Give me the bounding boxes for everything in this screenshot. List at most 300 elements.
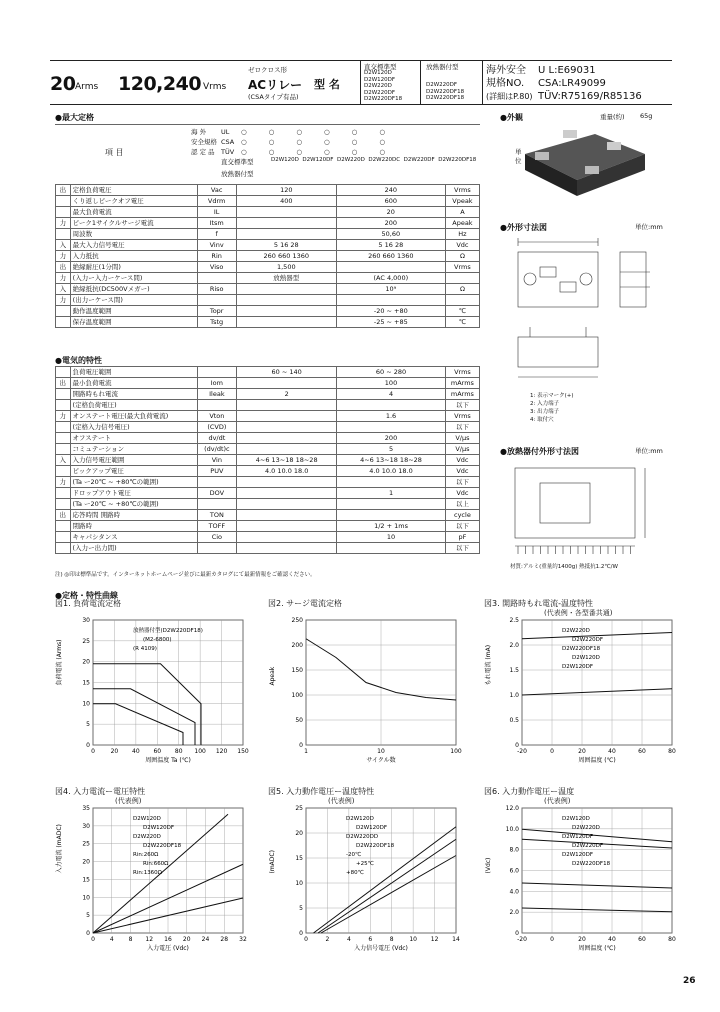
chart-subtitle: (代表例) xyxy=(328,797,355,805)
max_rating-unit: Vrms xyxy=(445,262,479,273)
max_rating-v1: 120 xyxy=(236,185,336,196)
dim-unit: 単位:mm xyxy=(635,223,663,231)
model-std-1: D2W120D xyxy=(364,70,392,76)
charts-title: ●定格・特性曲線 xyxy=(55,591,118,600)
elec-group: 入 xyxy=(56,455,71,466)
chart-svg xyxy=(55,786,245,956)
max_rating-item: 定格負荷電圧 xyxy=(70,185,197,196)
elec-v2: 1.6 xyxy=(337,411,446,422)
elec-group xyxy=(56,521,71,532)
y-tick-label: 5 xyxy=(299,905,303,912)
x-tick-label: 20 xyxy=(182,936,191,943)
elec-group xyxy=(56,422,71,433)
annotation: Rin:260Ω xyxy=(133,852,159,858)
max_rating-unit xyxy=(445,295,479,306)
dim-title: ●外形寸法図 xyxy=(500,223,547,232)
x-tick-label: 100 xyxy=(450,748,462,755)
annotation: D2W120DF xyxy=(356,825,388,831)
elec-v1 xyxy=(237,477,337,488)
y-tick-label: 0 xyxy=(86,930,90,937)
y-tick-label: 6.0 xyxy=(509,867,519,875)
max_rating-sym: Vac xyxy=(197,185,236,196)
max_rating-sym: Viso xyxy=(197,262,236,273)
elec-v2: 5 xyxy=(337,444,446,455)
max-rating-title: ●最大定格 xyxy=(55,113,94,122)
max_rating-group xyxy=(56,207,71,218)
elec-v1 xyxy=(237,378,337,389)
elec-v2 xyxy=(337,400,446,411)
y-tick-label: 0 xyxy=(515,742,519,749)
x-tick-label: 0 xyxy=(91,936,95,943)
annotation: D2W220DF18 xyxy=(562,646,601,652)
elec-item: オフステート xyxy=(70,433,197,444)
elec-sym: dv/dt xyxy=(197,433,237,444)
max_rating-v2: 200 xyxy=(336,218,445,229)
legend-2: 2: 入力端子 xyxy=(530,401,560,407)
elec-unit: cycle xyxy=(445,510,479,521)
weight-label: 重量(約) xyxy=(600,113,625,121)
y-tick-label: 50 xyxy=(295,717,303,724)
y-axis-label: (Vdc) xyxy=(485,857,492,874)
built-label: 放熱器付型 xyxy=(221,170,254,178)
elec-group: 出 xyxy=(56,510,71,521)
models-std-list xyxy=(364,70,402,103)
elec-v2 xyxy=(337,499,446,510)
elec-item: (定格入力信号電圧) xyxy=(70,422,197,433)
rating-current-unit: Arms xyxy=(75,82,99,92)
y-tick-label: 30 xyxy=(82,617,90,624)
max_rating-group xyxy=(56,196,71,207)
std-label: 直交標準型 xyxy=(221,158,254,166)
y-tick-label: 2.5 xyxy=(509,617,519,624)
elec-row xyxy=(56,389,480,400)
models-built-list xyxy=(426,82,464,102)
heatsink-title: ●放熱器付外形寸法図 xyxy=(500,447,579,456)
max_rating-v1 xyxy=(236,229,336,240)
unit-label: 単位 xyxy=(515,148,522,165)
max_rating-group xyxy=(56,317,71,328)
elec-title: ●電気的特性 xyxy=(55,356,102,365)
y-tick-label: 15 xyxy=(295,855,303,862)
y-tick-label: 25 xyxy=(82,637,90,645)
x-tick-label: 0 xyxy=(550,748,554,755)
model-std-4: D2W220DF xyxy=(364,89,396,96)
max_rating-row xyxy=(56,317,480,328)
model-label: 型 名 xyxy=(314,78,340,91)
elec-v1 xyxy=(237,543,337,554)
elec-unit: pF xyxy=(445,532,479,543)
annotation: D2W120DF xyxy=(562,664,594,670)
elec-item: ピックアップ電圧 xyxy=(70,466,197,477)
chart-title: 図5. 入力動作電圧ー温度特性 xyxy=(268,787,375,796)
y-tick-label: 5 xyxy=(86,912,90,920)
elec-group xyxy=(56,543,71,554)
max_rating-sym: Riso xyxy=(197,284,236,295)
cert-side-2: 安全規格 xyxy=(191,138,217,146)
elec-sym xyxy=(197,543,237,554)
max_rating-v2: 240 xyxy=(336,185,445,196)
elec-row xyxy=(56,510,480,521)
max_rating-item: 最大負荷電流 xyxy=(70,207,197,218)
max_rating-row xyxy=(56,306,480,317)
max_rating-item: 保存温度範囲 xyxy=(70,317,197,328)
max_rating-v2: 50,60 xyxy=(336,229,445,240)
elec-item: コミュテーション xyxy=(70,444,197,455)
max_rating-row xyxy=(56,207,480,218)
chart-3 xyxy=(484,598,674,778)
max_rating-v2: 5 16 28 xyxy=(336,240,445,251)
elec-item: (Ta ー20℃ ~ +80℃の範囲) xyxy=(70,477,197,488)
x-axis-label: サイクル数 xyxy=(366,757,396,764)
x-axis-label: 周囲温度 (℃) xyxy=(578,945,616,952)
y-tick-label: 20 xyxy=(82,658,90,666)
max_rating-unit: Vpeak xyxy=(445,196,479,207)
y-tick-label: 0.5 xyxy=(509,717,519,724)
chart-title: 図6. 入力動作電圧ー温度 xyxy=(484,787,575,796)
annotation: D2W220D xyxy=(133,834,161,840)
chart-title: 図1. 負荷電流定格 xyxy=(55,599,122,608)
max_rating-sym: Vinv xyxy=(197,240,236,251)
annotation: (R 4109) xyxy=(133,646,157,652)
elec-item: 開路時もれ電流 xyxy=(70,389,197,400)
max_rating-row xyxy=(56,262,480,273)
spec-no-label: 規格NO. xyxy=(486,78,525,89)
elec-v2: 100 xyxy=(337,378,446,389)
curve xyxy=(522,689,672,695)
max_rating-row xyxy=(56,273,480,284)
item-label: 項 目 xyxy=(105,148,124,157)
y-tick-label: 25 xyxy=(295,805,303,812)
elec-row xyxy=(56,411,480,422)
elec-v1 xyxy=(237,444,337,455)
elec-sym: (CVD) xyxy=(197,422,237,433)
max_rating-unit: Apeak xyxy=(445,218,479,229)
annotation: D2W220DD xyxy=(346,834,379,840)
x-tick-label: 40 xyxy=(608,936,616,943)
elec-group: 出 xyxy=(56,378,71,389)
cert-row-ul: UL xyxy=(221,128,230,136)
elec-sym: (dv/dt)c xyxy=(197,444,237,455)
max_rating-item: 入力抵抗 xyxy=(70,251,197,262)
cert-side-3: 認 定 品 xyxy=(191,148,215,156)
elec-row xyxy=(56,367,480,378)
curve xyxy=(522,908,672,912)
elec-v1 xyxy=(237,411,337,422)
elec-v2: 1/2 + 1ms xyxy=(337,521,446,532)
spec-header xyxy=(55,124,522,185)
max_rating-v1 xyxy=(236,306,336,317)
elec-v1 xyxy=(237,422,337,433)
ul-value: :E69031 xyxy=(554,65,596,76)
elec-v1 xyxy=(237,499,337,510)
cert-rows xyxy=(221,127,234,157)
x-tick-label: 100 xyxy=(194,748,206,755)
csa-label: CSA xyxy=(538,78,559,89)
max_rating-sym xyxy=(197,295,236,306)
dim-legend xyxy=(530,392,574,424)
max_rating-unit: Hz xyxy=(445,229,479,240)
model-cols xyxy=(271,157,476,163)
product-photo xyxy=(515,122,650,202)
model-col-1: D2W120D xyxy=(271,157,299,163)
annotation: D2W220DF18 xyxy=(572,861,611,867)
elec-item: (入力ー出力間) xyxy=(70,543,197,554)
curve xyxy=(321,856,456,934)
elec-unit: Vrms xyxy=(445,411,479,422)
x-tick-label: 10 xyxy=(377,748,385,755)
elec-v2: 4~6 13~18 18~28 xyxy=(337,455,446,466)
x-tick-label: 80 xyxy=(668,748,676,755)
max_rating-v1 xyxy=(236,284,336,295)
max_rating-sym: Vdrm xyxy=(197,196,236,207)
max_rating-item: ピーク1サイクルサージ電流 xyxy=(70,218,197,229)
chart-svg xyxy=(484,598,674,768)
x-tick-label: -20 xyxy=(517,936,527,943)
elec-note: 注) ◎印は標準品です。インターネットホームページ並びに最新カタログにて最新情報をご確認ください。 xyxy=(55,572,316,578)
elec-sym: Iom xyxy=(197,378,237,389)
elec-group xyxy=(56,466,71,477)
y-tick-label: 0 xyxy=(299,930,303,937)
legend-1: 1: 表示マーク(+) xyxy=(530,393,574,399)
cert-row-csa: CSA xyxy=(221,138,235,146)
heatsink-note: 材質:アルミ(重量約1400g) 熱抵抗1.2℃/W xyxy=(510,564,618,570)
y-tick-label: 25 xyxy=(82,840,90,848)
elec-row xyxy=(56,444,480,455)
heatsink-svg xyxy=(500,458,670,573)
elec-v2 xyxy=(337,477,446,488)
x-tick-label: 60 xyxy=(638,748,646,755)
y-tick-label: 2.0 xyxy=(509,642,519,649)
elec-item: 負荷電圧範囲 xyxy=(70,367,197,378)
y-tick-label: 35 xyxy=(82,805,90,812)
max-rating-table xyxy=(55,184,480,328)
annotation: 放熱器付型(D2W220DF18) xyxy=(133,628,203,634)
annotation: D2W220DF18 xyxy=(356,843,395,849)
max_rating-v2: 10⁹ xyxy=(336,284,445,295)
annotation: Rin:1360Ω xyxy=(133,870,162,876)
weight-value: 65g xyxy=(640,112,653,120)
elec-group xyxy=(56,532,71,543)
x-axis-label: 周囲温度 Ta (℃) xyxy=(145,757,191,764)
x-tick-label: 80 xyxy=(668,936,676,943)
elec-group: 力 xyxy=(56,477,71,488)
max_rating-v2: 600 xyxy=(336,196,445,207)
annotation: D2W120D xyxy=(346,816,374,822)
detail-label: (詳細はP.80) xyxy=(486,92,533,101)
elec-item: 閉路時 xyxy=(70,521,197,532)
y-tick-label: 0 xyxy=(86,742,90,749)
annotation: D2W220DF xyxy=(572,843,604,849)
elec-item: 入力信号電圧範囲 xyxy=(70,455,197,466)
chart-subtitle: (代表例) xyxy=(544,797,571,805)
elec-item: 最小負荷電流 xyxy=(70,378,197,389)
max_rating-sym: Itsm xyxy=(197,218,236,229)
curve xyxy=(522,829,672,842)
y-tick-label: 200 xyxy=(291,642,303,649)
max_rating-unit: Ω xyxy=(445,284,479,295)
elec-v2 xyxy=(337,422,446,433)
y-axis-label: 入力電流 (mADC) xyxy=(56,824,63,874)
annotation: Rin:660Ω xyxy=(143,861,169,867)
max_rating-v1: 260 660 1360 xyxy=(236,251,336,262)
elec-unit: Vdc xyxy=(445,455,479,466)
annotation: D2W120DF xyxy=(562,852,594,858)
chart-4 xyxy=(55,786,245,966)
page-number: 26 xyxy=(683,976,696,986)
curve xyxy=(318,839,456,933)
x-tick-label: 80 xyxy=(174,748,183,755)
heatsink-unit: 単位:mm xyxy=(635,447,663,455)
x-tick-label: 120 xyxy=(215,748,228,755)
elec-item: オンステート電圧(最大負荷電流) xyxy=(70,411,197,422)
chart-svg xyxy=(484,786,674,956)
elec-group: 力 xyxy=(56,411,71,422)
elec-item: 応答時間 開路時 xyxy=(70,510,197,521)
max_rating-group: 入 xyxy=(56,284,71,295)
max_rating-unit: Vdc xyxy=(445,240,479,251)
elec-unit: mArms xyxy=(445,378,479,389)
max_rating-group: 出 xyxy=(56,262,71,273)
elec-sym xyxy=(197,367,237,378)
overseas-label: 海外安全 xyxy=(486,65,526,76)
max_rating-unit xyxy=(445,273,479,284)
elec-sym xyxy=(197,499,237,510)
max_rating-item: 最大入力信号電圧 xyxy=(70,240,197,251)
y-tick-label: 5 xyxy=(86,721,90,729)
max_rating-v1 xyxy=(236,207,336,218)
y-axis-label: 負荷電流 (Arms) xyxy=(56,639,63,686)
elec-group xyxy=(56,433,71,444)
tuv-label: TÜV xyxy=(538,91,558,102)
x-tick-label: 0 xyxy=(550,936,554,943)
y-tick-label: 10.0 xyxy=(505,825,519,833)
elec-v2: 10 xyxy=(337,532,446,543)
y-axis-label: (mADC) xyxy=(269,850,276,874)
x-tick-label: 8 xyxy=(128,936,133,943)
elec-v1: 4~6 13~18 18~28 xyxy=(237,455,337,466)
tuv-value: :R75169/R85136 xyxy=(557,91,642,102)
y-tick-label: 20 xyxy=(295,830,303,837)
model-col-3: D2W220D xyxy=(336,157,365,163)
elec-sym xyxy=(197,477,237,488)
max_rating-v2: -20 ~ +80 xyxy=(336,306,445,317)
x-tick-label: 60 xyxy=(638,936,646,943)
max_rating-row xyxy=(56,295,480,306)
curve xyxy=(522,883,672,888)
x-axis-label: 入力信号電圧 (Vdc) xyxy=(354,945,408,952)
elec-sym: TON xyxy=(197,510,237,521)
x-tick-label: 12 xyxy=(145,936,154,943)
elec-v1 xyxy=(237,433,337,444)
x-tick-label: 32 xyxy=(239,936,247,943)
max_rating-unit: Ω xyxy=(445,251,479,262)
model-col-5: D2W220DF xyxy=(403,157,435,163)
x-tick-label: 4 xyxy=(346,936,351,943)
model-col-4: D2W220DC xyxy=(368,157,401,163)
elec-item: (定格負荷電圧) xyxy=(70,400,197,411)
model-std-5: D2W220DF18 xyxy=(364,96,403,102)
max_rating-group xyxy=(56,306,71,317)
col-std-label: 直交標準型 xyxy=(364,63,397,71)
curve xyxy=(93,704,183,745)
legend-3: 3: 出力端子 xyxy=(530,409,560,415)
cert-row-tuv: TÜV xyxy=(221,148,235,156)
elec-group xyxy=(56,389,71,400)
x-tick-label: -20 xyxy=(517,748,527,755)
chart-title: 図3. 開路時もれ電流-温度特性 xyxy=(484,599,594,608)
heatsink-drawing xyxy=(500,458,670,573)
x-tick-label: 20 xyxy=(110,748,119,755)
chart-svg xyxy=(268,786,458,956)
x-tick-label: 4 xyxy=(109,936,114,943)
elec-row xyxy=(56,433,480,444)
elec-unit: 以下 xyxy=(445,422,479,433)
elec-unit: 以下 xyxy=(445,477,479,488)
max_rating-row xyxy=(56,284,480,295)
x-tick-label: 28 xyxy=(220,936,229,943)
elec-row xyxy=(56,532,480,543)
chart-svg xyxy=(268,598,462,768)
model-std-3: D2W220D xyxy=(364,83,392,89)
elec-row xyxy=(56,521,480,532)
elec-unit: 以上 xyxy=(445,499,479,510)
y-tick-label: 1.0 xyxy=(509,692,519,699)
cert-side-1: 海 外 xyxy=(191,128,207,136)
product-main: ACリレー xyxy=(248,78,303,92)
elec-v2: 200 xyxy=(337,433,446,444)
elec-group xyxy=(56,488,71,499)
max_rating-row xyxy=(56,240,480,251)
max_rating-v2 xyxy=(336,295,445,306)
elec-unit: mArms xyxy=(445,389,479,400)
annotation: +80℃ xyxy=(346,870,364,876)
max_rating-group: 力 xyxy=(56,295,71,306)
x-tick-label: 16 xyxy=(164,936,172,943)
max_rating-item: (入力ー入力ーケース間) xyxy=(70,273,197,284)
annotation: D2W120D xyxy=(572,655,600,661)
model-built-3: D2W220DF18 xyxy=(426,95,465,101)
elec-row xyxy=(56,477,480,488)
annotation: +25℃ xyxy=(356,861,374,867)
elec-group xyxy=(56,400,71,411)
relay-photo-illustration xyxy=(515,122,650,202)
col-built-label: 放熱器付型 xyxy=(426,63,459,71)
chart-svg xyxy=(55,598,249,768)
header xyxy=(50,60,672,105)
elec-v1 xyxy=(237,488,337,499)
x-tick-label: 1 xyxy=(304,748,308,755)
elec-sym: Vin xyxy=(197,455,237,466)
elec-unit: Vrms xyxy=(445,367,479,378)
max_rating-v1 xyxy=(236,295,336,306)
y-tick-label: 12.0 xyxy=(505,805,519,812)
elec-unit: 以下 xyxy=(445,543,479,554)
max_rating-group: 出 xyxy=(56,185,71,196)
x-tick-label: 12 xyxy=(430,936,439,943)
max_rating-v2 xyxy=(336,262,445,273)
max_rating-row xyxy=(56,251,480,262)
elec-sym: PUV xyxy=(197,466,237,477)
elec-item: キャパシタンス xyxy=(70,532,197,543)
max_rating-group xyxy=(56,229,71,240)
y-tick-label: 8.0 xyxy=(509,846,519,854)
y-tick-label: 30 xyxy=(82,822,90,830)
x-tick-label: 6 xyxy=(368,936,373,943)
cert-values xyxy=(538,64,642,103)
x-tick-label: 20 xyxy=(578,748,586,755)
y-tick-label: 150 xyxy=(291,667,303,674)
elec-v2: 60 ~ 280 xyxy=(337,367,446,378)
